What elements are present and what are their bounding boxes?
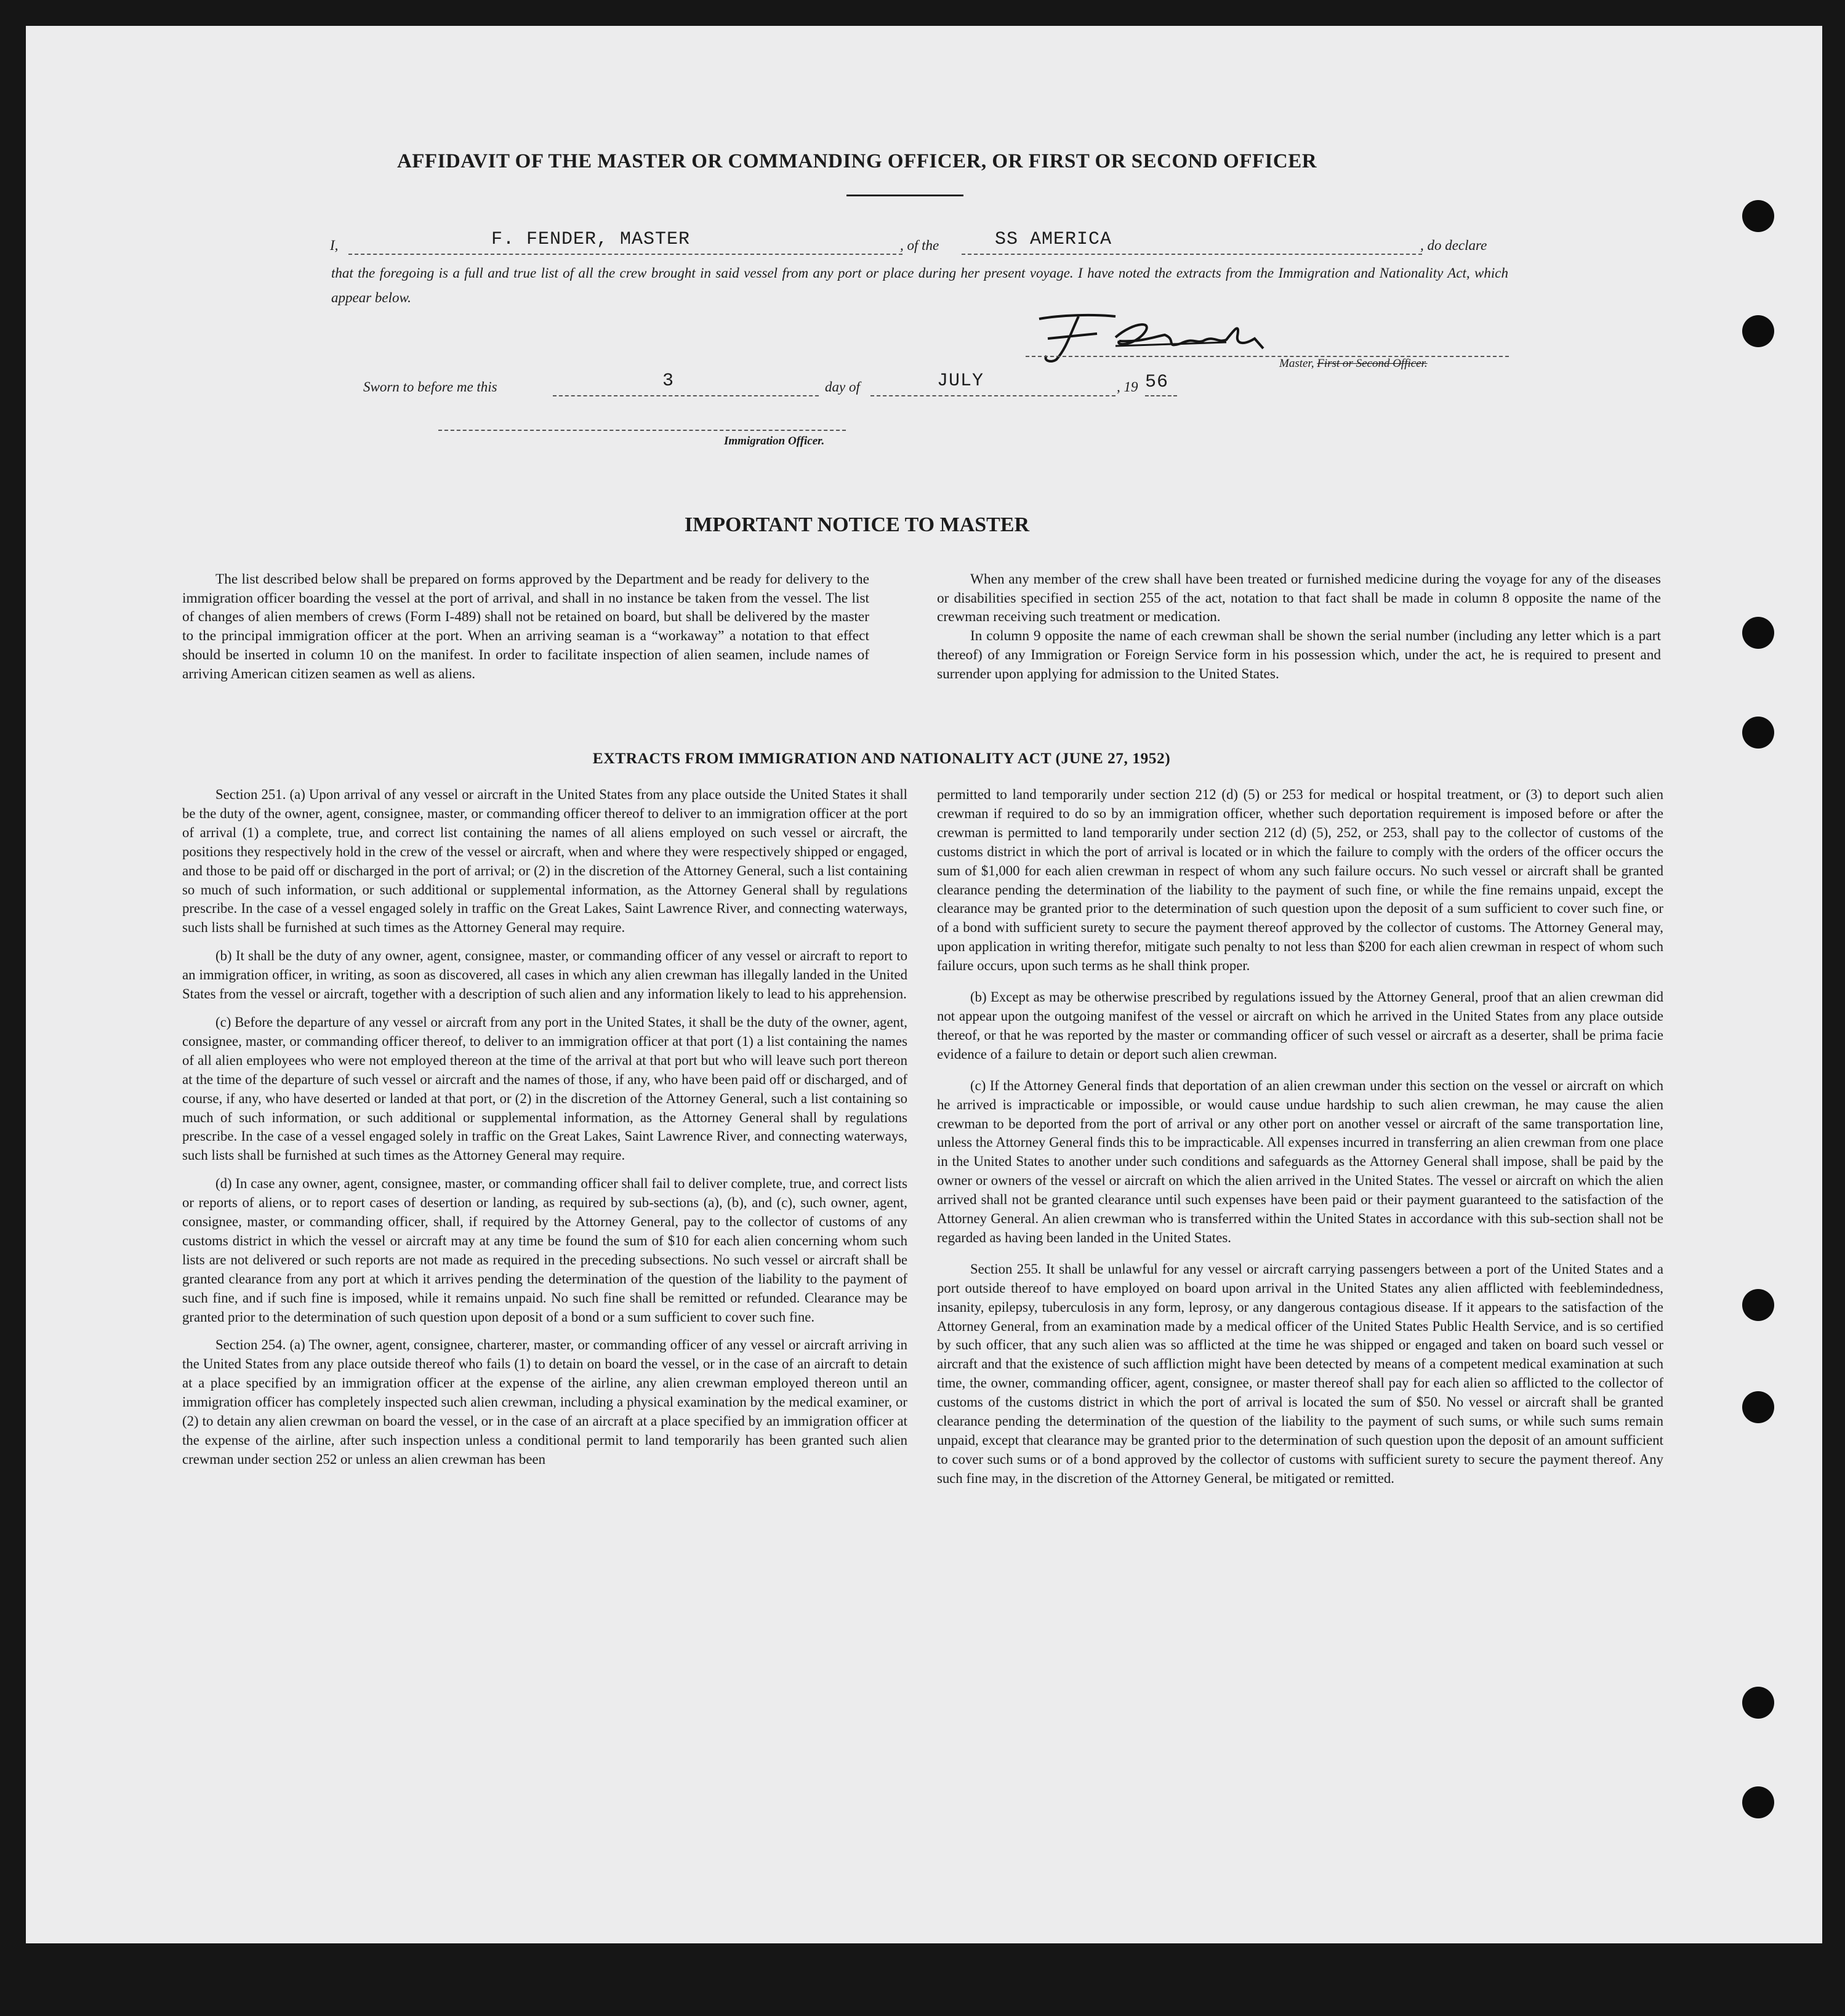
section-255: Section 255. It shall be unlawful for any vessel or aircraft carrying passengers between a port of the United States and a port outside thereof to have employed on board upon arrival in the United States any alien afflicted with feeblemindedness, insanity, epilepsy, tuberculosis in any form, leprosy, or any dangerous contagious disease. If it appears to the satisfaction of the Attorney General, from an examination made by a medical officer of the United States Public Health Service, and is so certified by such officer, that any such alien was so afflicted at the time he was shipped or engaged and taken on board such vessel or aircraft and that the existence of such affliction might have been detected by means of a competent medical examination at such time, the owner, commanding officer, agent, consignee, or master thereof shall pay for each alien so afflicted to the collector of customs of the customs district in which the port of arrival is located the sum of $50. No vessel or aircraft shall be granted clearance pending the determination of the question of the liability to the payment of such sums, or while such sums remain unpaid, except that clearance may be granted prior to the determination of such question upon the deposit of an amount sufficient to cover such sums or of a bond approved by the collector of customs with sufficient surety to secure the payment thereof. Any such fine may, in the discretion of the Attorney General, be mitigated or remitted.	[937, 1261, 1663, 1486]
binder-hole-icon	[1742, 717, 1774, 749]
notice-right-paragraph-1: When any member of the crew shall have been treated or furnished medicine during the voyage for any of the diseases or disabilities specified in section 255 of the act, notation to that fact shall be made in column 8 opposite the name of the crewman receiving such treatment or medication.	[937, 571, 1661, 625]
title-underline	[846, 195, 963, 196]
signer-title-struck: First or Second Officer.	[1317, 357, 1428, 370]
section-251-a: Section 251. (a) Upon arrival of any vessel or aircraft in the United States from any place outside the United States it shall be the duty of the owner, agent, consignee, master, or commanding officer thereof to deliver to an immigration officer at the port of arrival (1) a complete, true, and correct list containing the names of all aliens employed on such vessel or aircraft, the positions they respectively hold in the crew of the vessel or aircraft, when and where they were respectively shipped or engaged, and those to be paid off or discharged in the port of arrival; or (2) in the discretion of the Attorney General, such a list containing so much of such information, or such additional or supplemental information, as the Attorney General shall by regulations prescribe. In the case of a vessel engaged solely in traffic on the Great Lakes, Saint Lawrence River, and connecting waterways, such lists shall be furnished at such times as the Attorney General may require.	[182, 787, 907, 936]
declaration-text: that the foregoing is a full and true list of all the crew brought in said vessel from any port or place during her present voyage. I have noted the extracts from the Immigration and Nationality Act, which appear below.	[331, 265, 1508, 305]
immigration-officer-label: Immigration Officer.	[724, 435, 825, 448]
sworn-day-field[interactable]: 3	[662, 371, 675, 392]
vessel-name-field[interactable]: SS AMERICA	[995, 229, 1112, 250]
sworn-month-line	[870, 395, 1115, 396]
extracts-left-column	[182, 785, 907, 1479]
extracts-title: EXTRACTS FROM IMMIGRATION AND NATIONALITY ACT (JUNE 27, 1952)	[592, 749, 1171, 767]
binder-hole-icon	[1742, 1391, 1774, 1423]
vessel-name-line	[962, 254, 1422, 255]
i-label: I,	[330, 238, 339, 253]
of-the-label: , of the	[900, 238, 939, 253]
affidavit-title: AFFIDAVIT OF THE MASTER OR COMMANDING OFFICER, OR FIRST OR SECOND OFFICER	[396, 150, 1317, 172]
sworn-label: Sworn to before me this	[363, 379, 497, 395]
document-page	[26, 26, 1822, 1943]
binder-hole-icon	[1742, 1687, 1774, 1719]
year-field[interactable]: 56	[1145, 372, 1169, 393]
signer-title-master: Master,	[1279, 357, 1314, 370]
notice-right-column	[937, 570, 1661, 683]
master-signature	[1011, 310, 1276, 372]
binder-hole-icon	[1742, 1289, 1774, 1321]
section-251-c: (c) Before the departure of any vessel or aircraft from any port in the United States, it shall be the duty of the owner, agent, consignee, master, or commanding officer thereof, to deliver to an immigration officer at that port (1) a list containing the names of all alien employees who were not employed thereon at the time of the arrival at that port but who will leave such port thereon at the time of the departure of such vessel or aircraft and the names of those, if any, who have been paid off or discharged, and of course, if any, who have deserted or landed at that port, or (2) in the discretion of the Attorney General, such a list containing so much of such information, or such additional or supplemental information, as the Attorney General shall by regulations prescribe. In the case of a vessel engaged solely in traffic on the Great Lakes, Saint Lawrence River, and connecting waterways, such lists shall be furnished at such times as the Attorney General may require.	[182, 1014, 907, 1163]
section-251-d: (d) In case any owner, agent, consignee, master, or commanding officer shall fail to deliver complete, true, and correct lists or reports of aliens, or to report cases of desertion or landing, as required by sub-sections (a), (b), and (c), such owner, agent, consignee, master, or commanding officer, shall, if required by the Attorney General, pay to the collector of customs of any customs district in which the vessel or aircraft may at any time be found the sum of $10 for each alien concerning whom such lists are not delivered or such reports are not made as required in the preceding subsections. No such vessel or aircraft shall be granted clearance from any port at which it arrives pending the determination of the question of the liability to the payment of such fine, and if such fine is imposed, while it remains unpaid. No such fine shall be remitted or refunded. Clearance may be granted prior to the determination of such question upon deposit of a bond or a sum sufficient to cover such fine.	[182, 1176, 907, 1325]
section-254-a: Section 254. (a) The owner, agent, consignee, charterer, master, or commanding officer of any vessel or aircraft arriving in the United States from any place outside thereof who fails (1) to detain on board the vessel, or in the case of an aircraft to detain at a place specified by an immigration officer at the expense of the airline, any alien crewman employed thereon until an immigration officer has completely inspected such alien crewman, including a physical examination by the medical examiner, or (2) to detain any alien crewman on board the vessel, or in the case of an aircraft at a place specified by an immigration officer at the expense of the airline, after such inspection unless a conditional permit to land temporarily has been granted such alien crewman under section 252 or unless an alien crewman has been	[182, 1337, 907, 1467]
day-of-label: day of	[825, 379, 860, 395]
binder-hole-icon	[1742, 617, 1774, 649]
sworn-day-line	[553, 395, 819, 396]
signer-title	[1279, 357, 1428, 371]
section-254-a-continued: permitted to land temporarily under section 212 (d) (5) or 253 for medical or hospital treatment, or (3) to deport such alien crewman if required to do so by an immigration officer, whether such deportation requirement is imposed before or after the crewman is permitted to land temporarily under section 212 (d) (5), 252, or 253, shall pay to the collector of customs of the customs district in which the port of arrival is located or in which the failure to comply with the orders of the officer occurs the sum of $1,000 for each alien crewman in respect of whom any such failure occurs. No such vessel or aircraft shall be granted clearance pending the determination of the liability to the payment of such fine, or while the fine remains unpaid, except the clearance may be granted prior to the determination of such question upon the deposit of a sum sufficient to cover such fine, or of a bond with sufficient surety to secure the payment thereof approved by the collector of customs. The Attorney General may, upon application in writing therefor, mitigate such penalty to not less than $200 for each alien crewman in respect of whom such failure occurs, upon such terms as he shall think proper.	[937, 787, 1663, 974]
immigration-officer-line	[438, 430, 846, 431]
binder-hole-icon	[1742, 200, 1774, 232]
notice-left-paragraph: The list described below shall be prepared on forms approved by the Department and be ready for delivery to the immigration officer boarding the vessel at the port of arrival, and shall in no instance be taken from the vessel. The list of changes of alien members of crews (Form I-489) shall not be retained on board, but shall be delivered by the master to the principal immigration officer at the port. When an arriving seaman is a “workaway” a notation to that effect should be inserted in column 10 on the manifest. In order to facilitate inspection of alien seamen, include names of arriving American citizen seamen as well as aliens.	[182, 571, 869, 682]
year-line	[1145, 395, 1177, 396]
notice-left-column	[182, 570, 869, 683]
section-254-b: (b) Except as may be otherwise prescribed by regulations issued by the Attorney General, proof that an alien crewman did not appear upon the outgoing manifest of the vessel or aircraft on which he arrived in the United States from any place outside thereof, or that he was reported by the master or commanding officer of such vessel or aircraft as a deserter, shall be prima facie evidence of a failure to detain or deport such alien crewman.	[937, 989, 1663, 1062]
notice-right-paragraph-2: In column 9 opposite the name of each crewman shall be shown the serial number (including any letter which is a part thereof) of any Immigration or Foreign Service form in his possession which, under the act, he is required to present and surrender upon applying for admission to the United States.	[937, 628, 1661, 682]
master-name-field[interactable]: F. FENDER, MASTER	[491, 229, 691, 250]
signature-line	[1026, 356, 1509, 357]
binder-hole-icon	[1742, 1786, 1774, 1818]
do-declare-label: , do declare	[1420, 238, 1487, 253]
section-251-b: (b) It shall be the duty of any owner, agent, consignee, master, or commanding officer of any vessel or aircraft to report to an immigration officer, in writing, as soon as discovered, all cases in which any alien crewman has illegally landed in the United States from the vessel or aircraft, together with a description of such alien and any information likely to lead to his apprehension.	[182, 948, 907, 1002]
section-254-c: (c) If the Attorney General finds that deportation of an alien crewman under this section on the vessel or aircraft on which he arrived is impracticable or impossible, or would cause undue hardship to such alien crewman, he may cause the alien crewman to be deported from the port of arrival or any other port on another vessel or aircraft of the same transportation line, unless the Attorney General finds this to be impracticable. All expenses incurred in transferring an alien crewman from one place in the United States to another under such conditions and safeguards as the Attorney General shall impose, shall be paid by the owner or owners of the vessel or aircraft on which the alien arrived in the United States. The vessel or aircraft on which the alien arrived shall not be granted clearance until such expenses have been paid or their payment guaranteed to the satisfaction of the Attorney General. An alien crewman who is transferred within the United States in accordance with this sub-section shall not be regarded as having been landed in the United States.	[937, 1077, 1663, 1245]
year-prefix: , 19	[1117, 379, 1138, 395]
master-name-line	[348, 254, 902, 255]
notice-title: IMPORTANT NOTICE TO MASTER	[684, 513, 1030, 536]
binder-hole-icon	[1742, 315, 1774, 347]
extracts-right-column	[937, 785, 1663, 1498]
sworn-month-field[interactable]: JULY	[937, 371, 984, 392]
